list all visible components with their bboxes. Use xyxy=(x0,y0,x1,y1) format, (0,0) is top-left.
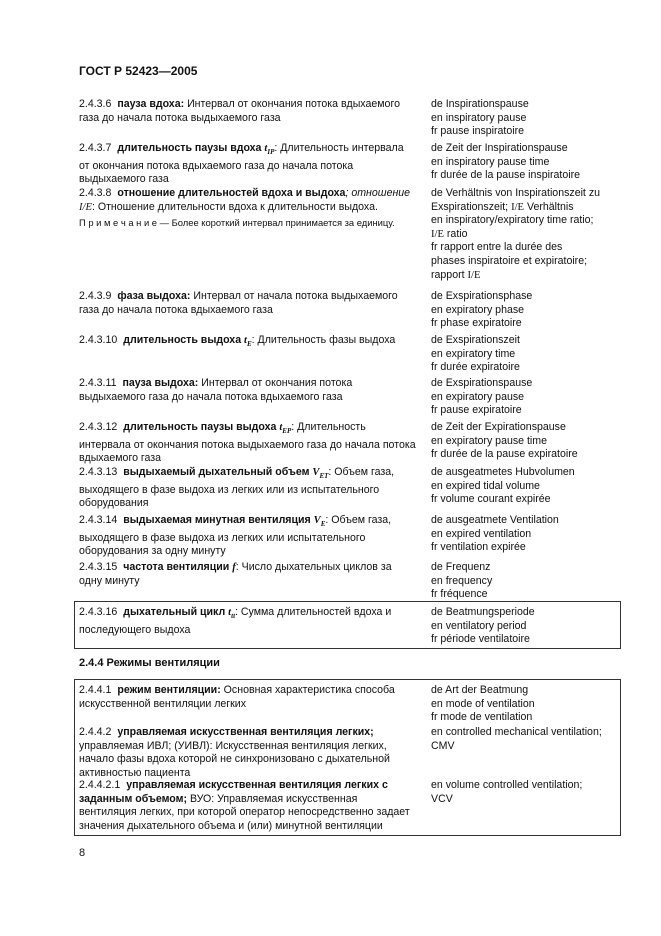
equivalents: de Exspirationspause en expiratory pause fr pause expiratoire xyxy=(431,377,533,417)
equivalents: de ausgeatmete Ventilation en expired ventilation fr ventilation expirée xyxy=(431,514,559,554)
definition: 2.4.3.6 пауза вдоха: Интервал от окончания потока вдыхаемого газа до начала потока выдыхаемого газа xyxy=(79,98,400,124)
term-symbol: $V_E$ xyxy=(313,515,326,529)
definition: 2.4.3.10 длительность выдоха $t_E$: Длительность фазы выдоха xyxy=(79,334,396,349)
term-name: дыхательный цикл xyxy=(123,606,229,618)
equivalents: de Inspirationspause en inspiratory pause fr pause inspiratoire xyxy=(431,98,529,138)
term-name: длительность паузы выдоха xyxy=(123,421,280,433)
term-name: пауза выдоха: xyxy=(122,377,199,389)
equivalents: de Exspirationsphase en expiratory phase fr phase expiratoire xyxy=(431,290,533,330)
term-name: отношение длительностей вдоха и выдоха xyxy=(117,187,346,199)
equivalents: de Zeit der Expirationspause en expiratory pause time fr durée de la pause expiratoire xyxy=(431,421,578,461)
term-symbol: $t_E$ xyxy=(244,335,252,349)
term-symbol: f xyxy=(232,562,236,573)
definition: 2.4.3.7 длительность паузы вдоха $t_{IP}$: Длительность интервала от окончания потока вдыхаемого газа до начала потока выдыхаемого газа xyxy=(79,142,404,186)
term-name: выдыхаемый дыхательный объем xyxy=(123,466,313,478)
note: П р и м е ч а н и е — Более короткий интервал принимается за единицу. xyxy=(79,217,395,229)
definition: 2.4.3.16 дыхательный цикл $t_{tt}$: Сумма длительностей вдоха и последующего выдоха xyxy=(79,606,392,636)
definition: 2.4.3.11 пауза выдоха: Интервал от окончания потока выдыхаемого газа до начала потока вдыхаемого газа xyxy=(79,377,353,403)
term-symbol: $V_{ET}$ xyxy=(312,467,329,481)
term-name: длительность выдоха xyxy=(123,334,245,346)
document-header: ГОСТ Р 52423—2005 xyxy=(79,64,198,78)
term-name: частота вентиляции xyxy=(123,561,233,573)
definition: 2.4.4.2 управляемая искусственная вентиляция легких; управляемая ИВЛ; (УИВЛ): Искусственная вентиляция легких, начало фазы вдоха которой не синхронизовано с дыхательной активностью пациента xyxy=(79,726,390,779)
term-name: режим вентиляции: xyxy=(117,684,221,696)
definition: 2.4.4.1 режим вентиляции: Основная характеристика способа искусственной вентиляции легких xyxy=(79,684,395,710)
section-heading: 2.4.4 Режимы вентиляции xyxy=(79,657,220,669)
term-name: управляемая искусственная вентиляция легких с заданным объемом; xyxy=(79,779,388,805)
term-name: фаза выдоха: xyxy=(117,290,191,302)
equivalents: de Zeit der Inspirationspause en inspiratory pause time fr durée de la pause inspiratoire xyxy=(431,142,580,182)
term-symbol: $t_{IP}$ xyxy=(264,143,275,157)
term-name: пауза вдоха: xyxy=(117,98,185,110)
definition: 2.4.4.2.1 управляемая искусственная вентиляция легких с заданным объемом; ВУО: Управляемая искусственная вентиляция легких, при которой оператор непосредственно задает значения дыхательного объема и (или) минутной вентиляции xyxy=(79,779,410,832)
equivalents: de Exspirationszeit en expiratory time fr durée expiratoire xyxy=(431,334,520,374)
equivalents: de Verhältnis von Inspirationszeit zu Exspirationszeit; I/E Verhältnis en inspiratory/expiratory time ratio; I/E ratio fr rapport entre la durée des phases inspiratoire et expiratoire; rapport I/E xyxy=(431,187,601,281)
equivalents: de Beatmungsperiode en ventilatory period fr période ventilatoire xyxy=(431,606,535,646)
equivalents: de Art der Beatmung en mode of ventilation fr mode de ventilation xyxy=(431,684,535,724)
equivalents: de ausgeatmetes Hubvolumen en expired tidal volume fr volume courant expirée xyxy=(431,466,575,506)
definition: 2.4.3.12 длительность паузы выдоха $t_{EP}$: Длительность интервала от окончания потока выдыхаемого газа до начала потока вдыхаемого газа xyxy=(79,421,416,465)
definition: 2.4.3.13 выдыхаемый дыхательный объем $V_{ET}$: Объем газа, выходящего в фазе выдоха из легких или из испытательного оборудования xyxy=(79,466,395,510)
page-number: 8 xyxy=(79,847,86,859)
definition: 2.4.3.14 выдыхаемая минутная вентиляция $V_E$: Объем газа, выходящего в фазе выдоха из легких или испытательного оборудования за одну минуту xyxy=(79,514,392,558)
term-symbol: $t_{EP}$ xyxy=(279,422,292,436)
definition: 2.4.3.8 отношение длительностей вдоха и выдоха; отношение I/E: Отношение длительности вдоха к длительности выдоха. П р и м е ч а н и е — Более короткий интервал принимается за единицу. xyxy=(79,187,417,229)
equivalents: de Frequenz en frequency fr fréquence xyxy=(431,561,493,601)
term-name: управляемая искусственная вентиляция легких; xyxy=(117,726,374,738)
equivalents: en controlled mechanical ventilation; CMV xyxy=(431,726,602,752)
equivalents: en volume controlled ventilation; VCV xyxy=(431,779,583,805)
definition: 2.4.3.15 частота вентиляции f: Число дыхательных циклов за одну минуту xyxy=(79,561,392,587)
term-name: длительность паузы вдоха xyxy=(117,142,265,154)
definition: 2.4.3.9 фаза выдоха: Интервал от начала потока выдыхаемого газа до начала потока вдыхаемого газа xyxy=(79,290,398,316)
term-name: выдыхаемая минутная вентиляция xyxy=(123,514,314,526)
term-symbol: $t_{tt}$ xyxy=(228,607,236,621)
